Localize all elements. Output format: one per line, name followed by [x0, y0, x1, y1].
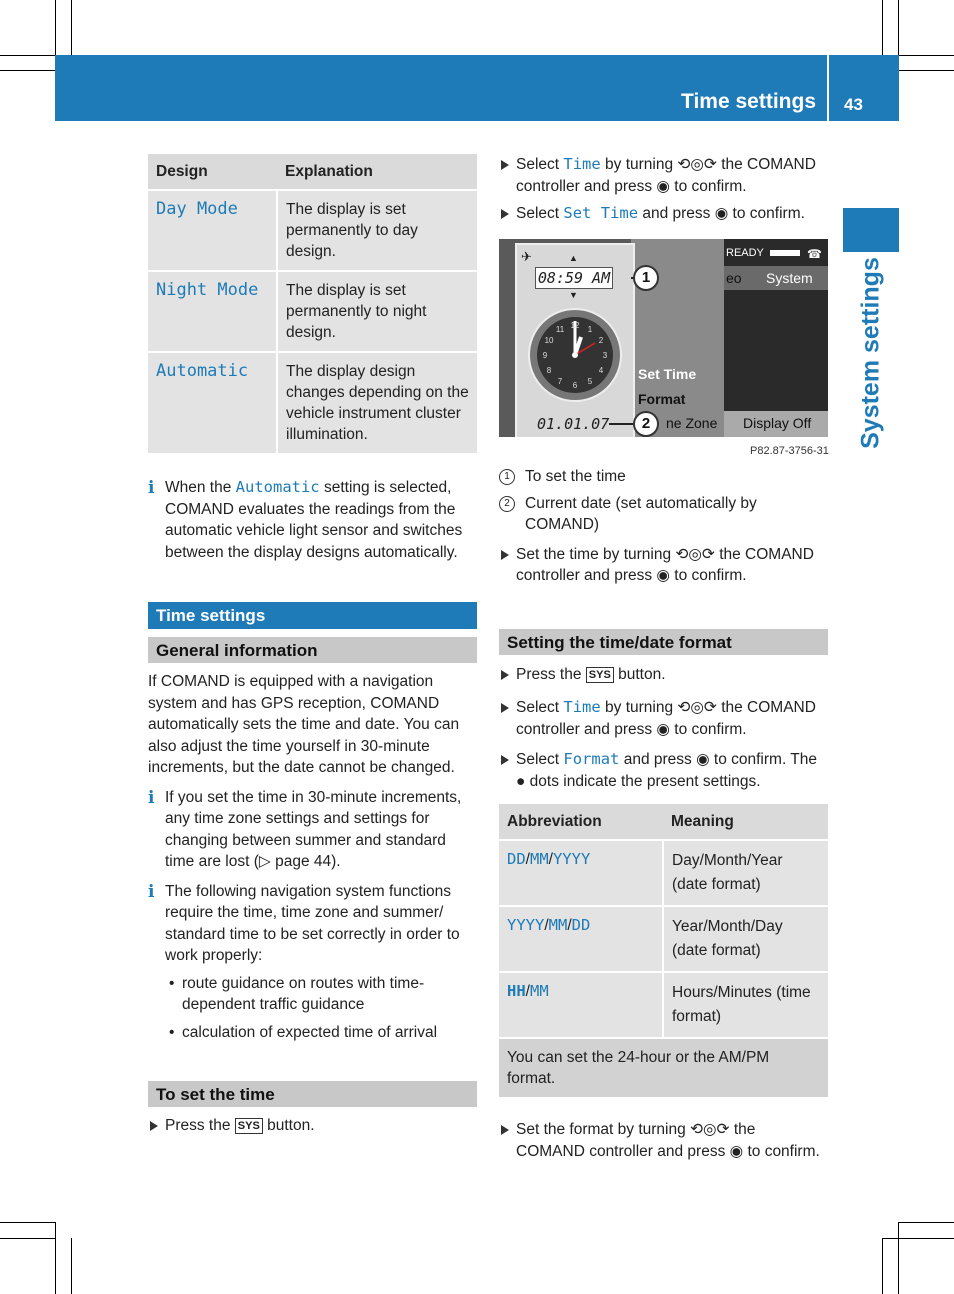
crop-mark [0, 1238, 56, 1239]
design-explanation: The display is set permanently to day design. [286, 201, 418, 260]
info-icon: i [148, 881, 155, 902]
crop-mark [882, 1238, 954, 1239]
design-explanation: The display is set permanently to night design. [286, 282, 427, 341]
callout-marker: 2 [499, 496, 515, 512]
step-text: by turning ⟲◎⟳ the COMAND controller and press ◉ to confirm. [516, 699, 816, 738]
menu-code: Time [563, 155, 601, 173]
step-text: Press the [516, 665, 586, 683]
page-number: 43 [844, 95, 863, 114]
info-note-30min [148, 787, 477, 873]
signal-bars-icon [770, 250, 800, 256]
step-text: and press ◉ to confirm. The ● dots indicate the present settings. [516, 751, 817, 790]
bullet-text: route guidance on routes with time-dependent traffic guidance [182, 974, 425, 1013]
analog-clock-icon [527, 307, 623, 403]
general-info-paragraph: If COMAND is equipped with a navigation system and has GPS reception, COMAND automatically sets the time and date. You can also adjust the time yourself in 30-minute increments, but the date cannot be changed. [148, 673, 460, 776]
crop-mark [0, 1222, 56, 1223]
step-text: button. [613, 665, 666, 683]
callout-1: 1 [633, 265, 659, 291]
menu-code: Format [563, 750, 620, 768]
table-footer-note: You can set the 24-hour or the AM/PM format. [507, 1049, 770, 1087]
list-item: • calculation of expected time of arrival [169, 1023, 438, 1041]
arrow-down-icon: ▼ [569, 290, 578, 300]
arrow-up-icon: ▲ [569, 253, 578, 263]
abbr-code: MM [529, 850, 549, 868]
left-column [148, 154, 477, 1143]
table-header: Design [148, 154, 277, 190]
table-row: DD/MM/YYYY Day/Month/Year (date format) [499, 840, 828, 906]
step-arrow-icon [501, 703, 509, 713]
screen-menu-item: Set Time [638, 366, 697, 382]
crop-mark [898, 1222, 954, 1223]
screen-status: READY [726, 247, 764, 259]
table-footer-row [499, 1038, 828, 1097]
clock-number: 9 [542, 351, 548, 360]
crop-mark [898, 70, 954, 71]
subsection-heading-general-info: General information [148, 637, 477, 663]
table-row [148, 271, 477, 352]
crop-mark [898, 55, 954, 56]
clock-number: 11 [555, 325, 565, 335]
info-code: Automatic [235, 478, 320, 496]
design-name: Day Mode [156, 199, 238, 219]
instruction-step [499, 154, 828, 197]
clock-number: 2 [598, 336, 604, 345]
instruction-step [148, 1115, 477, 1137]
table-row [148, 190, 477, 271]
clock-number: 12 [570, 321, 580, 330]
step-arrow-icon [501, 1125, 509, 1135]
info-text: If you set the time in 30-minute increments, any time zone settings and settings for changing between summer and standard time are lost (▷ page 44). [165, 788, 462, 870]
crop-mark [0, 55, 56, 56]
design-name: Night Mode [156, 280, 259, 300]
abbr-code: YYYY [552, 850, 591, 868]
side-tab [843, 208, 899, 252]
step-text: Press the [165, 1117, 235, 1134]
crop-mark [898, 1222, 899, 1294]
crop-mark [71, 0, 72, 56]
info-icon: i [148, 478, 155, 498]
list-item: • route guidance on routes with time-dependent traffic guidance [169, 974, 425, 1013]
crop-mark [882, 1238, 883, 1294]
section-heading-format: Setting the time/date format [499, 629, 828, 655]
instruction-step [499, 664, 828, 686]
instruction-step [499, 544, 828, 587]
crop-mark [71, 1238, 72, 1294]
table-row: YYYY/MM/DD Year/Month/Day (date format) [499, 906, 828, 972]
right-column-top [499, 154, 828, 231]
step-arrow-icon [501, 670, 509, 680]
info-note-navigation [148, 881, 477, 1044]
info-note-automatic [148, 477, 477, 563]
header-divider [827, 55, 829, 121]
page-title: Time settings [681, 90, 816, 113]
screen-time-field: 08:59 AM [535, 267, 613, 289]
legend-text: Current date (set automatically by COMAND) [525, 494, 757, 533]
callout-2: 2 [633, 411, 659, 437]
clock-number: 1 [587, 325, 593, 335]
crop-mark [55, 1222, 56, 1294]
clock-number: 6 [572, 381, 578, 390]
screen-menu-item: ne Zone [666, 415, 718, 431]
format-table [499, 804, 828, 1097]
satellite-icon: ✈ [521, 249, 532, 264]
info-text: setting is selected, COMAND evaluates the readings from the automatic vehicle light sensor and switches between the display designs automatically. [165, 479, 463, 561]
screen-display-off: Display Off [743, 415, 812, 431]
table-header: Explanation [277, 154, 477, 190]
abbr-code: YYYY [507, 916, 545, 934]
abbr-code: MM [548, 916, 568, 934]
abbr-code: HH [507, 982, 526, 1000]
clock-number: 8 [546, 366, 552, 375]
screen-right-panel [724, 239, 828, 437]
step-text: Select [516, 205, 564, 222]
step-text: by turning ⟲◎⟳ the COMAND controller and press ◉ to confirm. [516, 156, 816, 195]
legend-item [499, 466, 828, 488]
step-text: and press ◉ to confirm. [638, 205, 805, 222]
abbr-code: MM [529, 982, 549, 1000]
table-header: Meaning [663, 804, 828, 840]
clock-number: 7 [557, 376, 563, 386]
step-text: button. [262, 1117, 315, 1134]
step-arrow-icon [501, 755, 509, 765]
step-arrow-icon [150, 1121, 158, 1131]
instruction-step [499, 1119, 828, 1162]
screen-tab-partial: eo [726, 270, 742, 286]
bullet-text: calculation of expected time of arrival [182, 1023, 438, 1041]
design-name: Automatic [156, 361, 249, 381]
screen-menu-item: Format [638, 391, 686, 407]
callout-marker: 1 [499, 469, 515, 485]
instruction-step [499, 697, 828, 740]
table-row [148, 352, 477, 453]
crop-mark [882, 0, 883, 56]
info-text: When the [165, 479, 236, 496]
subsection-heading-set-time: To set the time [148, 1081, 477, 1107]
side-section-label: System settings [856, 257, 885, 449]
info-text: The following navigation system functions require the time, time zone and summer/ standard time to be set correctly in order to work properly: [165, 882, 460, 964]
step-text: Set the time by turning ⟲◎⟳ the COMAND controller and press ◉ to confirm. [516, 545, 814, 584]
section-heading-time-settings: Time settings [148, 602, 477, 629]
step-arrow-icon [501, 160, 509, 170]
sys-button-icon: SYS [586, 667, 614, 683]
step-arrow-icon [501, 209, 509, 219]
legend-item [499, 493, 828, 536]
step-arrow-icon [501, 550, 509, 560]
abbr-meaning: Year/Month/Day (date format) [672, 918, 783, 959]
abbr-code: DD [507, 850, 526, 868]
crop-mark [898, 0, 899, 56]
screen-tab-system: System [766, 270, 813, 286]
legend-text: To set the time [525, 468, 626, 485]
clock-number: 5 [587, 376, 593, 386]
step-text: Set the format by turning ⟲◎⟳ the COMAND controller and press ◉ to confirm. [516, 1121, 820, 1160]
step-text: Select [516, 699, 564, 716]
screen-clock-popup [515, 243, 635, 437]
menu-code: Set Time [563, 204, 639, 222]
image-caption: P82.87-3756-31 [750, 445, 829, 457]
clock-number: 10 [544, 336, 554, 345]
phone-icon: ☎ [807, 247, 822, 261]
abbr-code: DD [571, 916, 591, 934]
step-text: Select [516, 156, 564, 173]
info-icon: i [148, 787, 155, 808]
instruction-step [499, 203, 828, 225]
table-header: Abbreviation [499, 804, 663, 840]
instruction-step [499, 749, 828, 792]
table-row: HH/MM Hours/Minutes (time format) [499, 972, 828, 1038]
design-explanation: The display design changes depending on the vehicle instrument cluster illumination. [286, 363, 469, 443]
crop-mark [0, 70, 56, 71]
menu-code: Time [563, 698, 601, 716]
screen-date-field: 01.01.07 [537, 415, 610, 433]
step-text: Select [516, 751, 564, 768]
abbr-meaning: Day/Month/Year (date format) [672, 852, 783, 893]
right-column-bottom [499, 466, 828, 1168]
crop-mark [55, 0, 56, 56]
design-table [148, 154, 477, 453]
clock-number: 4 [598, 366, 604, 375]
comand-screen-image [499, 239, 828, 437]
abbr-meaning: Hours/Minutes (time format) [672, 984, 811, 1025]
sys-button-icon: SYS [235, 1118, 263, 1134]
clock-number: 3 [602, 351, 608, 360]
